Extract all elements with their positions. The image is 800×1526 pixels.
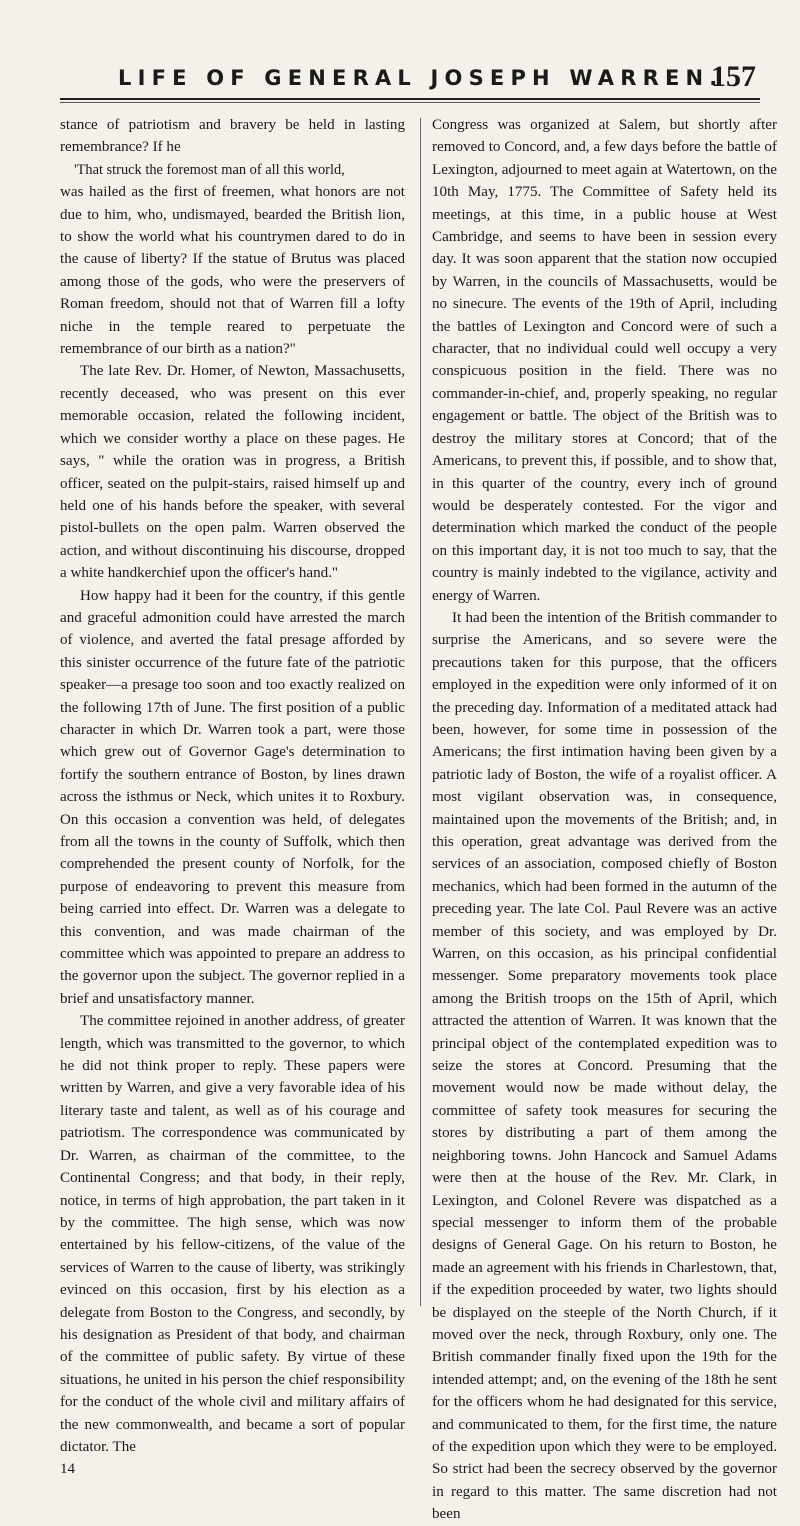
paragraph: The late Rev. Dr. Homer, of Newton, Massachusetts, recently deceased, who was present on this ever memorable occasion, related the following incident, which we consider worthy a place on these pages. He says, " while the oration was in progress, a British officer, seated on the pulpit-stairs, raised himself up and held one of his hands before the speaker, with several pistol-bullets on the open palm. Warren observed the action, and without discontinuing his discourse, dropped a white handkerchief upon the officer's hand." — [60, 363, 405, 582]
right-column — [432, 114, 777, 1526]
paragraph: How happy had it been for the country, if this gentle and graceful admonition could have arrested the march of violence, and averted the fatal presage afforded by this sinister occurrence of the future fate of the patriotic speaker—a presage too soon and too exactly realized on the following 17th of June. The first position of a public character in which Dr. Warren took a part, were those which grew out of Governor Gage's determination to fortify the southern entrance of Boston, by lines drawn across the isthmus or Neck, which unites it to Roxbury. On this occasion a convention was held, of delegates from all the towns in the county of Suffolk, which then comprehended the present county of Norfolk, for the purpose of endeavoring to prevent this measure from being carried into effect. Dr. Warren was a delegate to this convention, and was made chairman of the committee which was appointed to prepare an address to the governor upon the subject. The governor replied in a brief and unsatisfactory manner. — [60, 587, 405, 1007]
text-columns — [60, 114, 777, 1523]
paragraph: The committee rejoined in another address, of greater length, which was transmitted to the governor, to which he did not think proper to reply. These papers were written by Warren, and give a very favorable idea of his literary taste and talent, as well as of his courage and patriotism. The correspondence was communicated by Dr. Warren, as chairman of the committee, to the Continental Congress; and that body, in their reply, notice, in terms of high approbation, the part taken in it by the committee. The high sense, which was now entertained by his fellow-citizens, of the value of the services of Warren to the cause of liberty, was strikingly evinced on this occasion, first by his election as a delegate from Boston to the Congress, and secondly, by his designation as President of that body, and chairman of the committee of public safety. By virtue of these situations, he united in his person the chief responsibility for the conduct of the whole civil and military affairs of the new commonwealth, and became a sort of popular dictator. The — [60, 1013, 405, 1455]
paragraph: stance of patriotism and bravery be held in lasting remembrance? If he — [60, 117, 405, 156]
running-title: LIFE OF GENERAL JOSEPH WARREN. — [118, 66, 724, 90]
column-divider — [420, 118, 421, 1306]
left-column — [60, 114, 405, 1480]
paragraph: was hailed as the first of freemen, what honors are not due to him, who, undismayed, bearded the British lion, to show the world what his countrymen dared to do in the cause of liberty? If the statue of Brutus was placed among those of the gods, who were the preservers of Roman freedom, should not that of Warren fill a lofty niche in the temple reared to perpetuate the remembrance of our birth as a nation?" — [60, 184, 405, 358]
running-head — [60, 60, 760, 100]
paragraph: Congress was organized at Salem, but shortly after removed to Concord, and, a few days before the battle of Lexington, adjourned to meet again at Watertown, on the 10th May, 1775. The Committee of Safety held its meetings, at this time, in a public house at West Cambridge, and seems to have been in session every day. It was soon apparent that the station now occupied by Warren, in the councils of Massachusetts, would be no sinecure. The events of the 19th of April, including the battles of Lexington and Concord were of such a character, that no individual could well occupy a very conspicuous position in the field. There was no commander-in-chief, and, properly speaking, no regular engagement or battle. The object of the British was to destroy the military stores at Concord; that of the Americans, to prevent this, if possible, and to show that, in this quarter of the country, every inch of ground would be desperately contested. For the vigor and determination which marked the conduct of the people on this important day, it is not too much to say, that the country is mainly indebted to the vigilance, activity and energy of Warren. — [432, 117, 777, 604]
page-number: 157 — [711, 60, 756, 93]
signature-mark: 14 — [60, 1461, 76, 1478]
paragraph: It had been the intention of the British commander to surprise the Americans, and so severe were the precautions taken for this purpose, that the officers employed in the expedition were only informed of it on the preceding day. Information of a meditated attack had been, however, for some time in possession of the Americans; the first intimation having been given by a patriotic lady of Boston, the wife of a royalist officer. A most vigilant observation was, in consequence, maintained upon the movements of the British; and, in this operation, great advantage was derived from the services of an association, composed chiefly of Boston mechanics, which had been formed in the autumn of the preceding year. The late Col. Paul Revere was an active member of this society, and was employed by Dr. Warren, on this occasion, as his principal confidential messenger. Some preparatory movements took place among the British troops on the 15th of April, which attracted the attention of Warren. It was known that the principal object of the contemplated expedition was to seize the stores at Concord. Presuming that the movement would now be made without delay, the committee of safety took measures for securing the stores by distributing a part of them among the neighboring towns. John Hancock and Samuel Adams were then at the house of the Rev. Mr. Clark, in Lexington, and Colonel Revere was dispatched as a special messenger to inform them of the probable designs of General Gage. On his return to Boston, he made an agreement with his friends in Charlestown, that, if the expedition proceeded by water, two lights should be displayed on the steeple of the North Church, if it moved over the neck, through Roxbury, only one. The British commander finally fixed upon the 19th for the intended attempt; and, on the evening of the 18th he sent for the officers whom he had designated for this service, and communicated to them, for the first time, the nature of the expedition upon which they were to be employed. So strict had been the secrecy observed by the governor in regard to this matter. The same discretion had not been — [432, 609, 777, 1523]
header-rule — [60, 98, 760, 100]
quotation-line: 'That struck the foremost man of all this world, — [74, 161, 345, 178]
header-rule-thin — [60, 102, 760, 103]
